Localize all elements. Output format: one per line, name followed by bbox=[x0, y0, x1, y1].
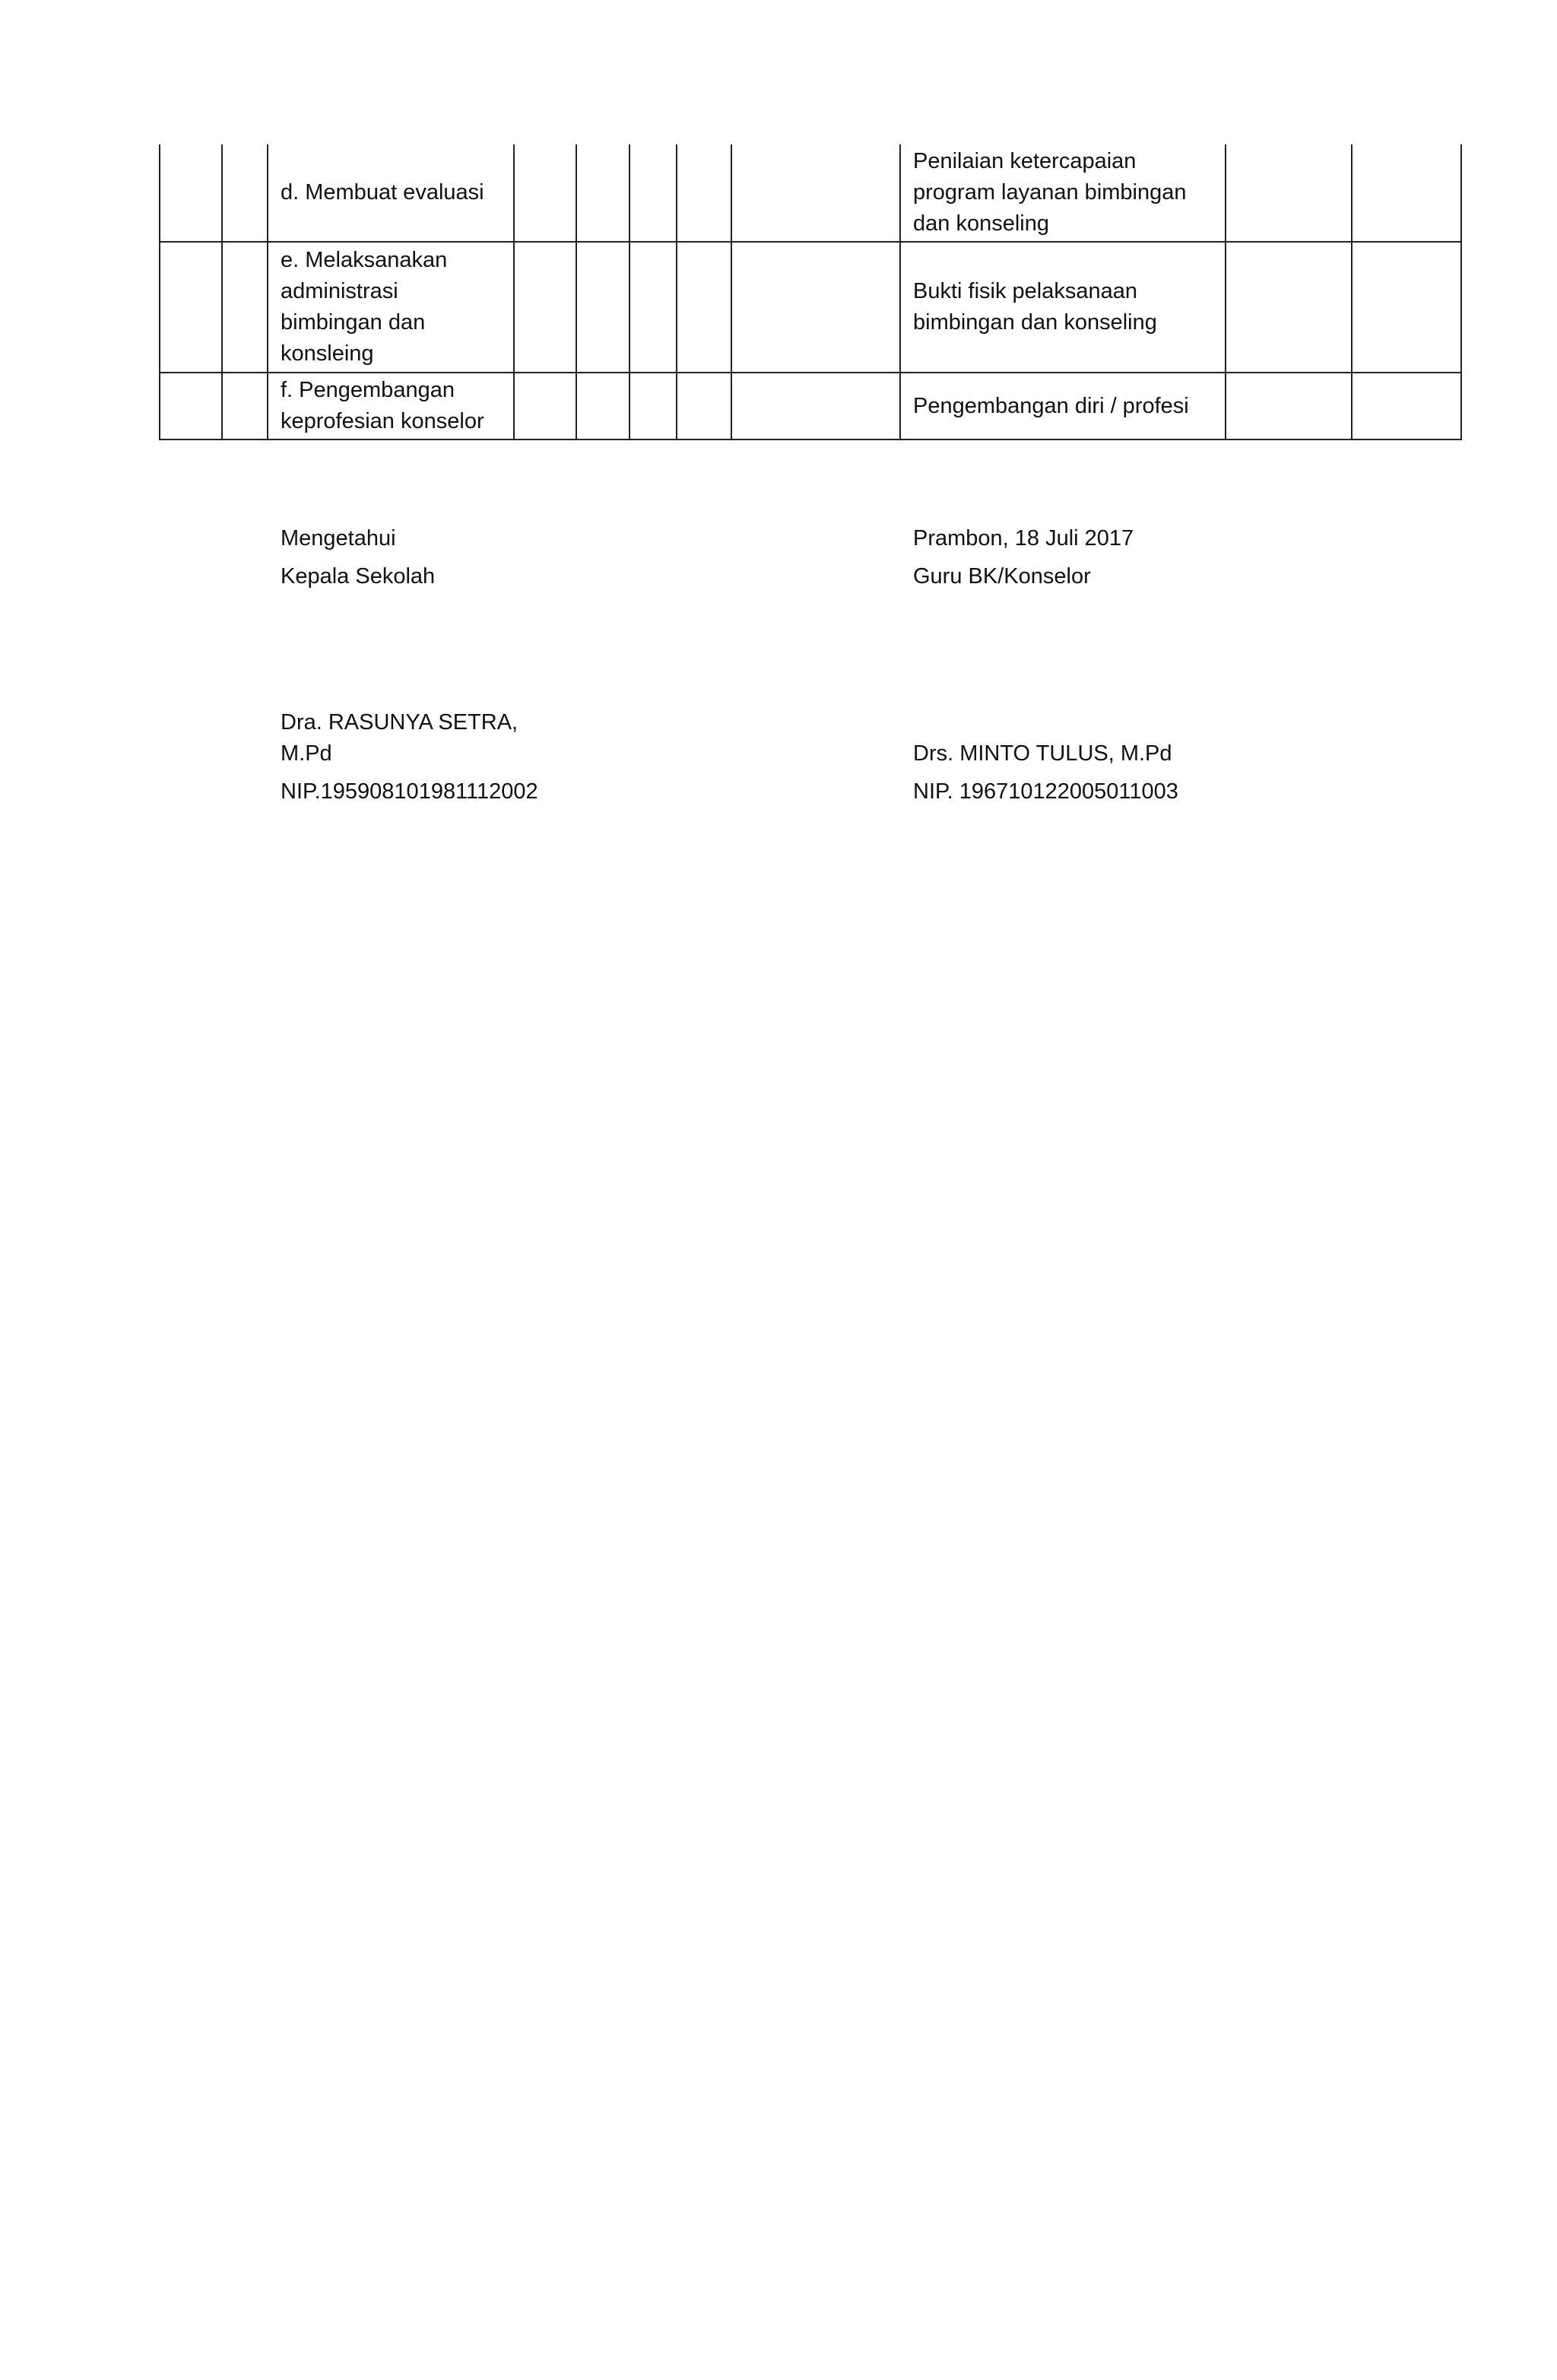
table-cell-empty bbox=[731, 144, 900, 242]
table-cell-empty bbox=[576, 144, 629, 242]
table-cell-empty bbox=[1352, 242, 1461, 373]
principal-name-line2: M.Pd bbox=[281, 741, 332, 766]
table-cell-empty bbox=[1226, 373, 1352, 440]
right-signature-header bbox=[913, 523, 1134, 592]
principal-name-line1: Dra. RASUNYA SETRA, bbox=[281, 710, 518, 735]
principal-title: Kepala Sekolah bbox=[281, 564, 436, 589]
left-signature-footer bbox=[281, 707, 538, 808]
table-cell-empty bbox=[576, 242, 629, 373]
table-cell-empty bbox=[731, 242, 900, 373]
left-signature-header bbox=[281, 523, 435, 592]
table-cell-empty bbox=[222, 373, 268, 440]
table-cell-empty bbox=[731, 373, 900, 440]
table-cell-empty bbox=[677, 144, 731, 242]
table-cell-empty bbox=[222, 242, 268, 373]
evidence-cell: Bukti fisik pelaksanaan bimbingan dan konseling bbox=[900, 242, 1226, 373]
right-signature-footer bbox=[913, 738, 1178, 808]
table-cell-empty bbox=[629, 242, 677, 373]
table-cell-empty bbox=[629, 373, 677, 440]
table-cell-empty bbox=[160, 144, 222, 242]
table-cell-empty bbox=[514, 242, 576, 373]
counselor-title: Guru BK/Konselor bbox=[913, 564, 1091, 589]
program-table bbox=[159, 144, 1462, 440]
table-cell-empty bbox=[514, 144, 576, 242]
table-row bbox=[160, 373, 1461, 440]
table-cell-empty bbox=[576, 373, 629, 440]
acknowledgement-label: Mengetahui bbox=[281, 526, 396, 551]
table-row bbox=[160, 144, 1461, 242]
counselor-name: Drs. MINTO TULUS, M.Pd bbox=[913, 741, 1172, 766]
table-cell-empty bbox=[514, 373, 576, 440]
table-cell-empty bbox=[677, 242, 731, 373]
evidence-cell: Penilaian ketercapaian program layanan bimbingan dan konseling bbox=[900, 144, 1226, 242]
table-cell-empty bbox=[677, 373, 731, 440]
principal-nip: NIP.195908101981112002 bbox=[281, 779, 538, 804]
activity-cell: e. Melaksanakan administrasi bimbingan dan konsleing bbox=[268, 242, 514, 373]
table-cell-empty bbox=[1226, 144, 1352, 242]
table-cell-empty bbox=[1226, 242, 1352, 373]
table-row bbox=[160, 242, 1461, 373]
activity-cell: d. Membuat evaluasi bbox=[268, 144, 514, 242]
activity-cell: f. Pengembangan keprofesian konselor bbox=[268, 373, 514, 440]
table-cell-empty bbox=[629, 144, 677, 242]
table-cell-empty bbox=[160, 373, 222, 440]
counselor-nip: NIP. 196710122005011003 bbox=[913, 779, 1178, 804]
place-date: Prambon, 18 Juli 2017 bbox=[913, 526, 1134, 551]
table-cell-empty bbox=[160, 242, 222, 373]
table-cell-empty bbox=[1352, 144, 1461, 242]
evidence-cell: Pengembangan diri / profesi bbox=[900, 373, 1226, 440]
table-cell-empty bbox=[1352, 373, 1461, 440]
table-cell-empty bbox=[222, 144, 268, 242]
